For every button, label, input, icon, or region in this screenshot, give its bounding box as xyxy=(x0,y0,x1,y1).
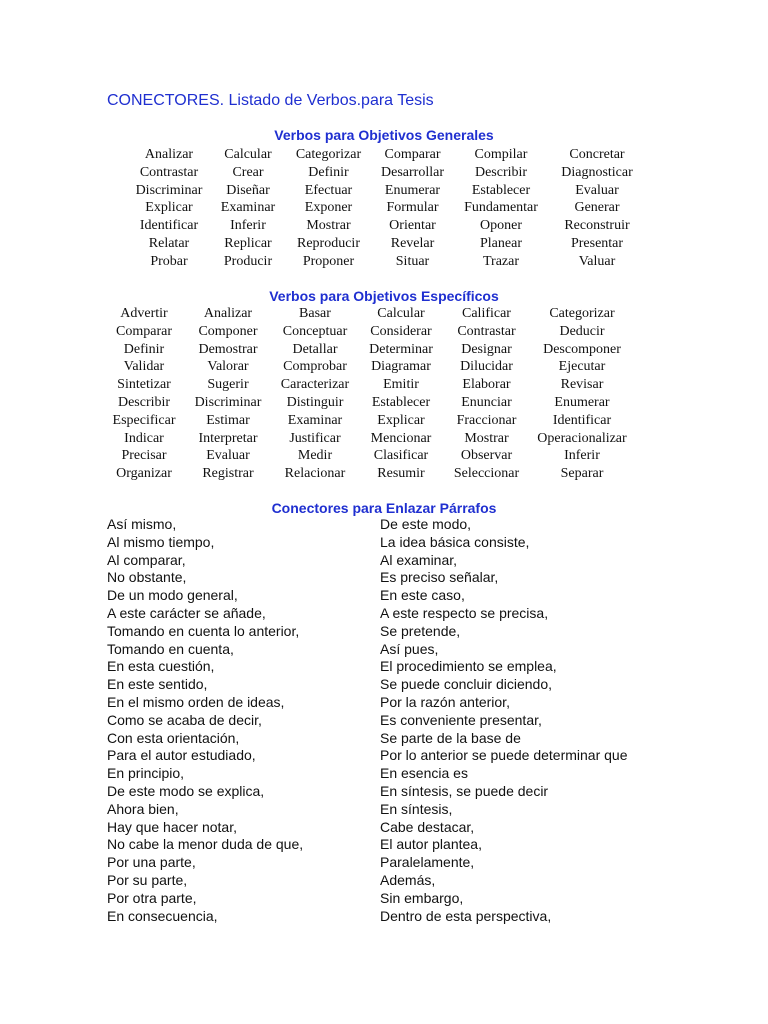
verb-cell: Indicar xyxy=(124,430,164,446)
verb-cell: Observar xyxy=(460,448,513,464)
verb-cell: Precisar xyxy=(121,448,167,464)
verb-cell: Caracterizar xyxy=(280,377,350,393)
connector-item: Por su parte, xyxy=(107,871,188,888)
verb-cell: Enunciar xyxy=(461,394,512,410)
connector-item: Tomando en cuenta, xyxy=(107,640,234,657)
verb-cell: Relatar xyxy=(148,235,190,251)
verb-cell: Reproducir xyxy=(297,235,360,251)
verb-cell: Explicar xyxy=(377,412,425,428)
page-title: CONECTORES. Listado de Verbos.para Tesis xyxy=(107,92,434,109)
verb-cell: Proponer xyxy=(302,253,355,269)
verb-cell: Formular xyxy=(386,200,439,216)
verb-cell: Comparar xyxy=(116,323,172,339)
connector-item: En principio, xyxy=(107,765,185,782)
specific-verbs-table xyxy=(105,305,636,483)
connector-item: Se puede concluir diciendo, xyxy=(380,676,553,693)
verb-cell: Componer xyxy=(198,323,258,339)
verb-cell: Oponer xyxy=(480,218,522,234)
connector-item: Se parte de la base de xyxy=(380,729,521,746)
connectors-right-column xyxy=(380,516,627,925)
verb-cell: Situar xyxy=(395,253,430,269)
verb-cell: Sintetizar xyxy=(117,377,171,393)
connector-item: Al examinar, xyxy=(380,551,458,568)
verb-cell: Analizar xyxy=(203,306,253,321)
connector-item: En este caso, xyxy=(380,587,465,604)
connector-item: Por la razón anterior, xyxy=(380,693,510,710)
verb-cell: Deducir xyxy=(559,323,605,339)
verb-cell: Identificar xyxy=(552,412,612,428)
connector-item: A este respecto se precisa, xyxy=(380,604,549,621)
verb-cell: Mostrar xyxy=(306,218,351,234)
verb-cell: Dilucidar xyxy=(460,359,513,375)
connector-item: Es preciso señalar, xyxy=(380,569,499,586)
verb-cell: Exponer xyxy=(304,200,353,216)
verb-cell: Relacionar xyxy=(284,466,346,482)
connector-item: Por una parte, xyxy=(107,854,196,871)
verb-cell: Presentar xyxy=(570,235,624,251)
verb-cell: Especificar xyxy=(112,412,176,428)
connector-item: En síntesis, xyxy=(380,800,453,817)
verb-cell: Registrar xyxy=(202,466,254,482)
connector-item: El autor plantea, xyxy=(380,836,482,853)
connector-item: Para el autor estudiado, xyxy=(107,747,256,764)
verb-cell: Examinar xyxy=(220,200,276,216)
connector-item: En esencia es xyxy=(380,765,468,782)
verb-cell: Sugerir xyxy=(207,377,249,393)
verb-cell: Advertir xyxy=(120,306,168,321)
connector-item: Sin embargo, xyxy=(380,889,464,906)
verb-cell: Calificar xyxy=(462,306,511,321)
verb-cell: Categorizar xyxy=(549,306,615,321)
verb-cell: Validar xyxy=(123,359,165,375)
verb-cell: Desarrollar xyxy=(381,164,444,180)
general-objectives-heading: Verbos para Objetivos Generales xyxy=(274,127,494,143)
verb-cell: Descomponer xyxy=(543,341,621,357)
verb-cell: Revisar xyxy=(560,377,604,393)
verb-cell: Mencionar xyxy=(370,430,432,446)
verb-cell: Orientar xyxy=(389,218,436,234)
verb-cell: Describir xyxy=(117,394,171,410)
verb-cell: Valuar xyxy=(578,253,616,269)
connector-item: En el mismo orden de ideas, xyxy=(107,693,285,710)
verb-cell: Demostrar xyxy=(198,341,258,357)
verb-cell: Justificar xyxy=(289,430,341,446)
connector-item: Tomando en cuenta lo anterior, xyxy=(107,622,300,639)
connector-item: No cabe la menor duda de que, xyxy=(107,836,304,853)
verb-cell: Concretar xyxy=(569,147,625,162)
connector-item: Así mismo, xyxy=(107,516,177,532)
verb-cell: Efectuar xyxy=(304,182,353,198)
verb-cell: Fraccionar xyxy=(456,412,517,428)
general-verbs-table xyxy=(130,146,648,271)
connector-item: Cabe destacar, xyxy=(380,818,475,835)
connector-item: De un modo general, xyxy=(107,587,238,604)
verb-cell: Seleccionar xyxy=(453,466,520,482)
verb-cell: Categorizar xyxy=(295,147,362,162)
connector-item: Es conveniente presentar, xyxy=(380,711,542,728)
verb-cell: Establecer xyxy=(471,182,531,198)
verb-cell: Designar xyxy=(461,341,512,357)
verb-cell: Organizar xyxy=(116,466,172,482)
verb-cell: Reconstruir xyxy=(564,218,630,234)
verb-cell: Analizar xyxy=(144,147,194,162)
connector-item: Hay que hacer notar, xyxy=(107,818,237,835)
verb-cell: Describir xyxy=(474,164,528,180)
connector-item: El procedimiento se emplea, xyxy=(380,658,557,675)
verb-cell: Estimar xyxy=(206,412,250,428)
verb-cell: Valorar xyxy=(207,359,249,375)
verb-cell: Fundamentar xyxy=(464,200,538,216)
verb-cell: Producir xyxy=(223,253,273,269)
connector-item: Dentro de esta perspectiva, xyxy=(380,907,552,924)
verb-cell: Probar xyxy=(150,253,188,269)
connector-item: En consecuencia, xyxy=(107,907,218,924)
connectors-left-column xyxy=(107,516,303,925)
verb-cell: Comprobar xyxy=(283,359,347,375)
verb-cell: Elaborar xyxy=(462,377,511,393)
verb-cell: Enumerar xyxy=(384,182,441,198)
verb-cell: Mostrar xyxy=(464,430,509,446)
verb-cell: Determinar xyxy=(369,341,433,357)
connector-item: De este modo se explica, xyxy=(107,782,265,799)
verb-cell: Resumir xyxy=(377,466,425,482)
connector-item: Además, xyxy=(380,871,436,888)
connector-item: De este modo, xyxy=(380,516,472,532)
verb-cell: Distinguir xyxy=(286,394,344,410)
connector-item: Ahora bien, xyxy=(107,800,179,817)
connector-item: Con esta orientación, xyxy=(107,729,240,746)
connector-item: Se pretende, xyxy=(380,622,461,639)
verb-cell: Evaluar xyxy=(206,448,250,464)
verb-cell: Separar xyxy=(560,466,604,482)
verb-cell: Calcular xyxy=(377,306,425,321)
verb-cell: Compilar xyxy=(474,147,528,162)
verb-cell: Diseñar xyxy=(226,182,270,198)
verb-cell: Ejecutar xyxy=(558,359,606,375)
connector-item: La idea básica consiste, xyxy=(380,533,530,550)
verb-cell: Crear xyxy=(232,164,264,180)
verb-cell: Definir xyxy=(123,341,165,357)
verb-cell: Contrastar xyxy=(139,164,199,180)
connector-item: Paralelamente, xyxy=(380,854,475,871)
verb-cell: Detallar xyxy=(292,341,338,357)
verb-cell: Inferir xyxy=(230,218,266,234)
verb-cell: Identificar xyxy=(139,218,199,234)
connector-item: No obstante, xyxy=(107,569,187,586)
verb-cell: Definir xyxy=(308,164,349,180)
verb-cell: Diagnosticar xyxy=(561,164,633,180)
connector-item: Así pues, xyxy=(380,640,439,657)
connectors-heading: Conectores para Enlazar Párrafos xyxy=(271,500,497,516)
verb-cell: Emitir xyxy=(383,377,419,393)
verb-cell: Enumerar xyxy=(554,394,610,410)
connector-item: En síntesis, se puede decir xyxy=(380,782,549,799)
verb-cell: Examinar xyxy=(287,412,343,428)
verb-cell: Establecer xyxy=(371,394,431,410)
verb-cell: Discriminar xyxy=(194,394,262,410)
verb-cell: Revelar xyxy=(390,235,435,251)
verb-cell: Inferir xyxy=(564,448,600,464)
verb-cell: Clasificar xyxy=(373,448,429,464)
verb-cell: Generar xyxy=(574,200,620,216)
verb-cell: Discriminar xyxy=(135,182,203,198)
verb-cell: Explicar xyxy=(145,200,193,216)
specific-objectives-heading: Verbos para Objetivos Específicos xyxy=(269,288,499,304)
verb-cell: Planear xyxy=(480,235,522,251)
verb-cell: Interpretar xyxy=(198,430,258,446)
connector-item: Por lo anterior se puede determinar que xyxy=(380,747,628,764)
verb-cell: Trazar xyxy=(482,253,520,269)
verb-cell: Medir xyxy=(297,448,333,464)
verb-cell: Considerar xyxy=(370,323,432,339)
verb-cell: Evaluar xyxy=(575,182,619,198)
verb-cell: Conceptuar xyxy=(282,323,348,339)
connector-item: Al comparar, xyxy=(107,551,186,568)
verb-cell: Basar xyxy=(299,306,331,321)
connector-item: A este carácter se añade, xyxy=(107,604,266,621)
verb-cell: Calcular xyxy=(224,147,272,162)
connector-item: En este sentido, xyxy=(107,676,208,693)
verb-cell: Contrastar xyxy=(457,323,516,339)
verb-cell: Comparar xyxy=(384,147,441,162)
connector-item: Como se acaba de decir, xyxy=(107,711,262,728)
connector-item: Por otra parte, xyxy=(107,889,197,906)
verb-cell: Operacionalizar xyxy=(537,430,627,446)
connector-item: Al mismo tiempo, xyxy=(107,533,215,550)
connector-item: En esta cuestión, xyxy=(107,658,215,675)
verb-cell: Diagramar xyxy=(371,359,431,375)
verb-cell: Replicar xyxy=(224,235,272,251)
